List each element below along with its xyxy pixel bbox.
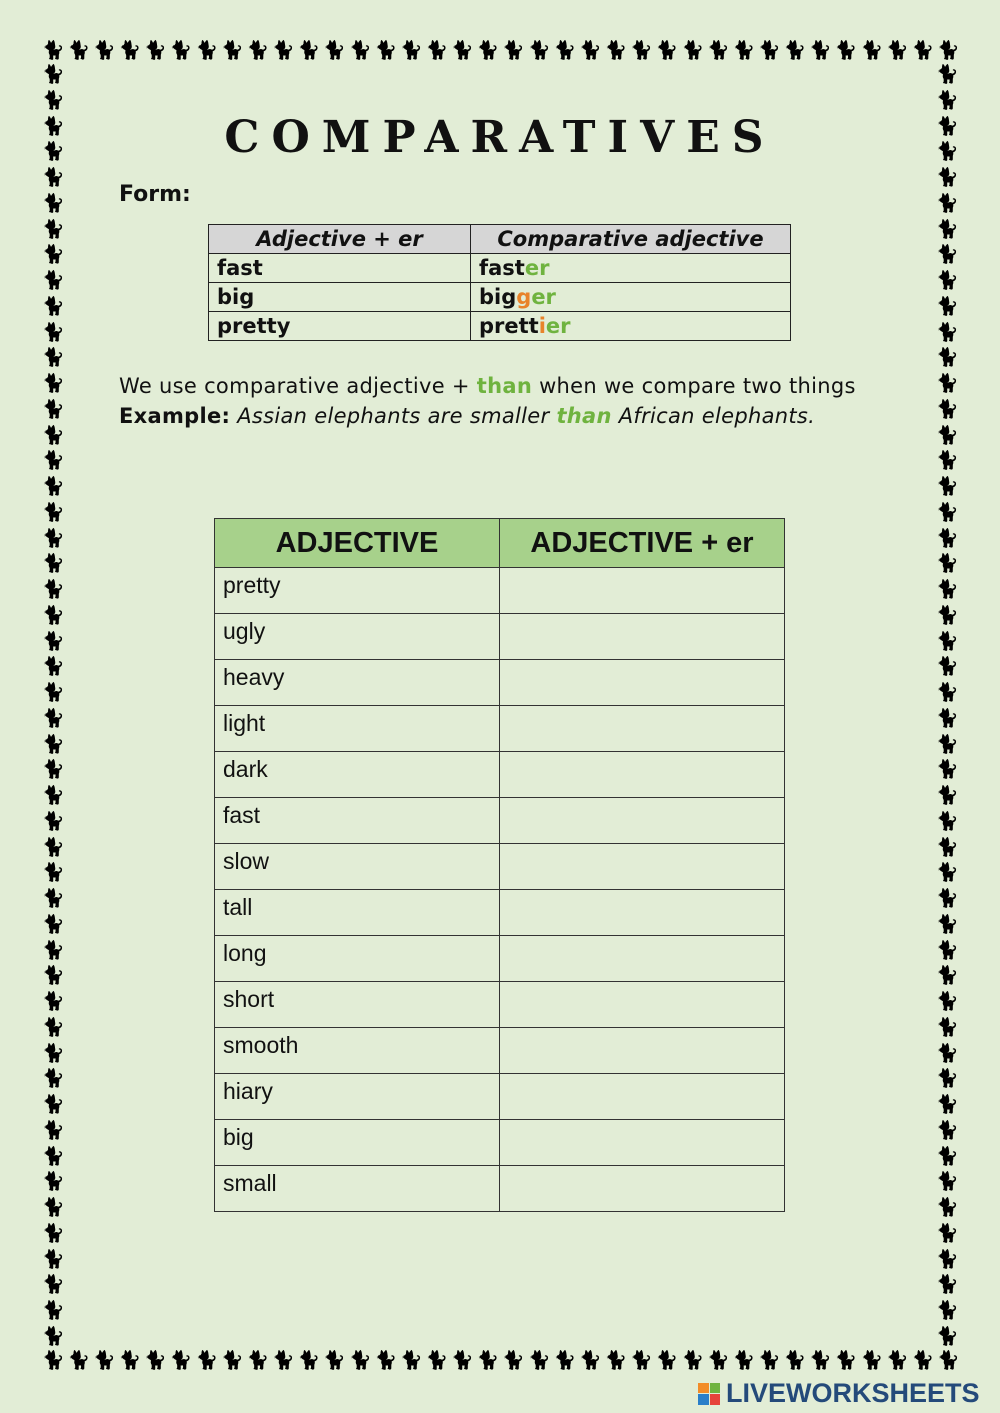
exercise-adjective: hiary	[215, 1074, 500, 1120]
black-cat-icon: 🐈	[42, 836, 65, 858]
black-cat-icon: 🐈	[809, 40, 832, 61]
black-cat-icon: 🐈	[936, 115, 959, 137]
black-cat-icon: 🐈	[936, 553, 959, 575]
comparative-suffix: er	[524, 256, 550, 280]
black-cat-icon: 🐈	[936, 1300, 959, 1321]
black-cat-icon: 🐈	[936, 1248, 959, 1270]
black-cat-icon: 🐈	[42, 682, 65, 703]
liveworksheets-logo	[698, 1378, 980, 1409]
black-cat-icon: 🐈	[42, 89, 65, 111]
black-cat-icon: 🐈	[936, 1094, 959, 1115]
answer-field[interactable]	[500, 1120, 785, 1166]
black-cat-icon: 🐈	[758, 1350, 781, 1371]
black-cat-icon: 🐈	[42, 1042, 65, 1064]
black-cat-icon: 🐈	[67, 40, 90, 61]
exercise-row	[215, 1074, 785, 1120]
black-cat-icon: 🐈	[707, 1350, 730, 1371]
form-adjective: fast	[209, 254, 471, 283]
black-cat-icon: 🐈	[42, 1300, 65, 1321]
black-cat-icon: 🐈	[809, 1350, 832, 1371]
black-cat-icon: 🐈	[936, 733, 959, 755]
exercise-row	[215, 614, 785, 660]
black-cat-icon: 🐈	[936, 244, 959, 266]
black-cat-icon: 🐈	[553, 40, 576, 61]
cat-border-right	[936, 64, 958, 1348]
black-cat-icon: 🐈	[579, 40, 602, 61]
exercise-row	[215, 936, 785, 982]
black-cat-icon: 🐈	[42, 347, 65, 369]
black-cat-icon: 🐈	[527, 1350, 551, 1371]
black-cat-icon: 🐈	[604, 1350, 628, 1371]
black-cat-icon: 🐈	[936, 476, 959, 497]
exercise-adjective: big	[215, 1120, 500, 1166]
black-cat-icon: 🐈	[936, 1197, 959, 1218]
exercise-table	[214, 518, 785, 1212]
black-cat-icon: 🐈	[527, 40, 551, 61]
black-cat-icon: 🐈	[936, 785, 959, 806]
black-cat-icon: 🐈	[630, 40, 653, 61]
black-cat-icon: 🐈	[42, 1171, 65, 1193]
answer-field[interactable]	[500, 890, 785, 936]
exercise-header-comparative: ADJECTIVE + er	[500, 519, 785, 568]
black-cat-icon: 🐈	[195, 1350, 218, 1371]
black-cat-icon: 🐈	[42, 1094, 65, 1115]
black-cat-icon: 🐈	[936, 295, 959, 317]
black-cat-icon: 🐈	[42, 40, 65, 61]
logo-text: LIVEWORKSHEETS	[726, 1378, 980, 1408]
black-cat-icon: 🐈	[553, 1350, 576, 1371]
black-cat-icon: 🐈	[42, 785, 65, 806]
exercise-row	[215, 1120, 785, 1166]
black-cat-icon: 🐈	[936, 707, 959, 729]
black-cat-icon: 🐈	[936, 1016, 959, 1038]
exercise-adjective: ugly	[215, 614, 500, 660]
black-cat-icon: 🐈	[221, 1350, 244, 1371]
answer-field[interactable]	[500, 660, 785, 706]
exercise-adjective: pretty	[215, 568, 500, 614]
black-cat-icon: 🐈	[42, 244, 65, 266]
black-cat-icon: 🐈	[630, 1350, 653, 1371]
black-cat-icon: 🐈	[93, 1350, 116, 1371]
cat-border-bottom	[42, 1350, 960, 1372]
black-cat-icon: 🐈	[42, 913, 65, 935]
black-cat-icon: 🐈	[732, 40, 756, 61]
black-cat-icon: 🐈	[937, 40, 960, 61]
form-comparative	[471, 283, 791, 312]
form-label: Form:	[119, 182, 191, 207]
black-cat-icon: 🐈	[936, 1171, 959, 1193]
rule-text	[119, 374, 856, 398]
liveworksheets-logo-icon	[698, 1383, 720, 1405]
exercise-adjective: tall	[215, 890, 500, 936]
comparative-base: big	[479, 285, 517, 309]
answer-field[interactable]	[500, 798, 785, 844]
form-row	[209, 312, 791, 341]
comparative-suffix: er	[545, 314, 571, 338]
black-cat-icon: 🐈	[936, 965, 959, 987]
example-before: Assian elephants are smaller	[230, 404, 557, 428]
black-cat-icon: 🐈	[936, 141, 959, 163]
rule-keyword: than	[476, 374, 533, 398]
exercise-adjective: smooth	[215, 1028, 500, 1074]
exercise-row	[215, 982, 785, 1028]
black-cat-icon: 🐈	[42, 1197, 65, 1218]
black-cat-icon: 🐈	[246, 40, 270, 61]
black-cat-icon: 🐈	[451, 1350, 474, 1371]
black-cat-icon: 🐈	[42, 1274, 65, 1296]
black-cat-icon: 🐈	[783, 1350, 807, 1371]
black-cat-icon: 🐈	[936, 1325, 959, 1347]
black-cat-icon: 🐈	[42, 1068, 65, 1090]
black-cat-icon: 🐈	[936, 527, 959, 549]
black-cat-icon: 🐈	[42, 939, 65, 961]
black-cat-icon: 🐈	[400, 1350, 423, 1371]
black-cat-icon: 🐈	[144, 40, 167, 61]
comparative-change: i	[538, 314, 546, 338]
black-cat-icon: 🐈	[42, 707, 65, 729]
black-cat-icon: 🐈	[936, 64, 959, 85]
page-title: COMPARATIVES	[224, 112, 776, 163]
black-cat-icon: 🐈	[42, 373, 65, 394]
black-cat-icon: 🐈	[297, 1350, 321, 1371]
black-cat-icon: 🐈	[936, 1274, 959, 1296]
black-cat-icon: 🐈	[374, 40, 397, 61]
black-cat-icon: 🐈	[42, 141, 65, 163]
black-cat-icon: 🐈	[144, 1350, 167, 1371]
black-cat-icon: 🐈	[42, 759, 65, 781]
black-cat-icon: 🐈	[936, 501, 959, 523]
exercise-adjective: long	[215, 936, 500, 982]
black-cat-icon: 🐈	[42, 192, 65, 214]
black-cat-icon: 🐈	[118, 1350, 142, 1371]
black-cat-icon: 🐈	[42, 64, 65, 85]
example-after: African elephants.	[611, 404, 816, 428]
form-header-adjective: Adjective + er	[209, 225, 471, 254]
exercise-adjective: light	[215, 706, 500, 752]
black-cat-icon: 🐈	[579, 1350, 602, 1371]
exercise-adjective: short	[215, 982, 500, 1028]
answer-field[interactable]	[500, 982, 785, 1028]
form-adjective: big	[209, 283, 471, 312]
black-cat-icon: 🐈	[42, 553, 65, 575]
black-cat-icon: 🐈	[936, 1145, 959, 1167]
black-cat-icon: 🐈	[42, 579, 65, 600]
black-cat-icon: 🐈	[42, 1325, 65, 1347]
black-cat-icon: 🐈	[860, 1350, 883, 1371]
answer-field[interactable]	[500, 706, 785, 752]
black-cat-icon: 🐈	[834, 1350, 858, 1371]
black-cat-icon: 🐈	[42, 321, 65, 343]
black-cat-icon: 🐈	[886, 1350, 909, 1371]
black-cat-icon: 🐈	[42, 991, 65, 1012]
black-cat-icon: 🐈	[169, 1350, 193, 1371]
exercise-row	[215, 706, 785, 752]
black-cat-icon: 🐈	[886, 40, 909, 61]
black-cat-icon: 🐈	[297, 40, 321, 61]
black-cat-icon: 🐈	[681, 1350, 704, 1371]
form-comparative	[471, 254, 791, 283]
black-cat-icon: 🐈	[42, 424, 65, 446]
black-cat-icon: 🐈	[42, 1119, 65, 1141]
rule-after: when we compare two things	[532, 374, 856, 398]
black-cat-icon: 🐈	[42, 1248, 65, 1270]
black-cat-icon: 🐈	[42, 476, 65, 497]
example-keyword: than	[556, 404, 612, 428]
black-cat-icon: 🐈	[476, 1350, 500, 1371]
black-cat-icon: 🐈	[42, 295, 65, 317]
black-cat-icon: 🐈	[118, 40, 142, 61]
black-cat-icon: 🐈	[936, 836, 959, 858]
black-cat-icon: 🐈	[936, 656, 959, 678]
form-comparative	[471, 312, 791, 341]
exercise-header-adjective: ADJECTIVE	[215, 519, 500, 568]
black-cat-icon: 🐈	[93, 40, 116, 61]
black-cat-icon: 🐈	[272, 40, 295, 61]
form-adjective: pretty	[209, 312, 471, 341]
black-cat-icon: 🐈	[936, 888, 959, 909]
black-cat-icon: 🐈	[272, 1350, 295, 1371]
black-cat-icon: 🐈	[451, 40, 474, 61]
answer-field[interactable]	[500, 844, 785, 890]
black-cat-icon: 🐈	[400, 40, 423, 61]
form-row	[209, 283, 791, 312]
black-cat-icon: 🐈	[323, 1350, 346, 1371]
black-cat-icon: 🐈	[936, 759, 959, 781]
black-cat-icon: 🐈	[936, 682, 959, 703]
exercise-row	[215, 568, 785, 614]
exercise-row	[215, 798, 785, 844]
black-cat-icon: 🐈	[42, 1222, 65, 1244]
exercise-row	[215, 1028, 785, 1074]
form-row	[209, 254, 791, 283]
form-table	[208, 224, 791, 341]
black-cat-icon: 🐈	[42, 862, 65, 884]
black-cat-icon: 🐈	[707, 40, 730, 61]
answer-field[interactable]	[500, 1166, 785, 1212]
black-cat-icon: 🐈	[936, 398, 959, 420]
rule-before: We use comparative adjective +	[119, 374, 477, 398]
black-cat-icon: 🐈	[42, 733, 65, 755]
black-cat-icon: 🐈	[937, 1350, 960, 1371]
black-cat-icon: 🐈	[936, 1042, 959, 1064]
black-cat-icon: 🐈	[476, 40, 500, 61]
black-cat-icon: 🐈	[936, 1119, 959, 1141]
black-cat-icon: 🐈	[936, 604, 959, 626]
black-cat-icon: 🐈	[42, 115, 65, 137]
black-cat-icon: 🐈	[936, 89, 959, 111]
black-cat-icon: 🐈	[323, 40, 346, 61]
black-cat-icon: 🐈	[936, 450, 959, 472]
black-cat-icon: 🐈	[42, 1145, 65, 1167]
black-cat-icon: 🐈	[67, 1350, 90, 1371]
black-cat-icon: 🐈	[42, 810, 65, 832]
black-cat-icon: 🐈	[502, 40, 525, 61]
black-cat-icon: 🐈	[936, 373, 959, 394]
answer-field[interactable]	[500, 752, 785, 798]
exercise-adjective: dark	[215, 752, 500, 798]
cat-border-top	[42, 40, 960, 62]
exercise-row	[215, 890, 785, 936]
black-cat-icon: 🐈	[348, 40, 372, 61]
black-cat-icon: 🐈	[911, 40, 935, 61]
exercise-adjective: slow	[215, 844, 500, 890]
black-cat-icon: 🐈	[936, 321, 959, 343]
black-cat-icon: 🐈	[936, 347, 959, 369]
exercise-adjective: heavy	[215, 660, 500, 706]
black-cat-icon: 🐈	[42, 604, 65, 626]
black-cat-icon: 🐈	[936, 218, 959, 240]
black-cat-icon: 🐈	[348, 1350, 372, 1371]
black-cat-icon: 🐈	[42, 888, 65, 909]
black-cat-icon: 🐈	[655, 40, 679, 61]
black-cat-icon: 🐈	[783, 40, 807, 61]
answer-field[interactable]	[500, 1074, 785, 1120]
black-cat-icon: 🐈	[425, 1350, 449, 1371]
black-cat-icon: 🐈	[936, 913, 959, 935]
black-cat-icon: 🐈	[911, 1350, 935, 1371]
black-cat-icon: 🐈	[936, 270, 959, 291]
black-cat-icon: 🐈	[42, 630, 65, 652]
black-cat-icon: 🐈	[42, 218, 65, 240]
black-cat-icon: 🐈	[42, 398, 65, 420]
black-cat-icon: 🐈	[936, 1222, 959, 1244]
black-cat-icon: 🐈	[655, 1350, 679, 1371]
black-cat-icon: 🐈	[732, 1350, 756, 1371]
black-cat-icon: 🐈	[936, 991, 959, 1012]
black-cat-icon: 🐈	[936, 192, 959, 214]
black-cat-icon: 🐈	[936, 630, 959, 652]
exercise-row	[215, 752, 785, 798]
black-cat-icon: 🐈	[221, 40, 244, 61]
black-cat-icon: 🐈	[42, 501, 65, 523]
exercise-row	[215, 844, 785, 890]
black-cat-icon: 🐈	[936, 167, 959, 188]
black-cat-icon: 🐈	[246, 1350, 270, 1371]
black-cat-icon: 🐈	[42, 450, 65, 472]
answer-field[interactable]	[500, 1028, 785, 1074]
form-header-comparative: Comparative adjective	[471, 225, 791, 254]
exercise-row	[215, 1166, 785, 1212]
black-cat-icon: 🐈	[834, 40, 858, 61]
black-cat-icon: 🐈	[195, 40, 218, 61]
answer-field[interactable]	[500, 936, 785, 982]
black-cat-icon: 🐈	[425, 40, 449, 61]
black-cat-icon: 🐈	[42, 1350, 65, 1371]
black-cat-icon: 🐈	[42, 527, 65, 549]
black-cat-icon: 🐈	[936, 579, 959, 600]
black-cat-icon: 🐈	[936, 862, 959, 884]
black-cat-icon: 🐈	[374, 1350, 397, 1371]
example-text	[119, 404, 815, 428]
answer-field[interactable]	[500, 568, 785, 614]
black-cat-icon: 🐈	[936, 939, 959, 961]
black-cat-icon: 🐈	[42, 167, 65, 188]
black-cat-icon: 🐈	[169, 40, 193, 61]
black-cat-icon: 🐈	[860, 40, 883, 61]
exercise-row	[215, 660, 785, 706]
black-cat-icon: 🐈	[42, 965, 65, 987]
black-cat-icon: 🐈	[758, 40, 781, 61]
comparative-change: g	[516, 285, 532, 309]
black-cat-icon: 🐈	[42, 1016, 65, 1038]
black-cat-icon: 🐈	[502, 1350, 525, 1371]
exercise-adjective: fast	[215, 798, 500, 844]
black-cat-icon: 🐈	[936, 1068, 959, 1090]
black-cat-icon: 🐈	[936, 424, 959, 446]
exercise-adjective: small	[215, 1166, 500, 1212]
black-cat-icon: 🐈	[936, 810, 959, 832]
example-label: Example:	[119, 404, 231, 428]
comparative-suffix: er	[531, 285, 556, 309]
comparative-base: fast	[479, 256, 525, 280]
comparative-base: prett	[479, 314, 539, 338]
cat-border-left	[42, 64, 64, 1348]
answer-field[interactable]	[500, 614, 785, 660]
black-cat-icon: 🐈	[604, 40, 628, 61]
black-cat-icon: 🐈	[42, 656, 65, 678]
black-cat-icon: 🐈	[681, 40, 704, 61]
black-cat-icon: 🐈	[42, 270, 65, 291]
